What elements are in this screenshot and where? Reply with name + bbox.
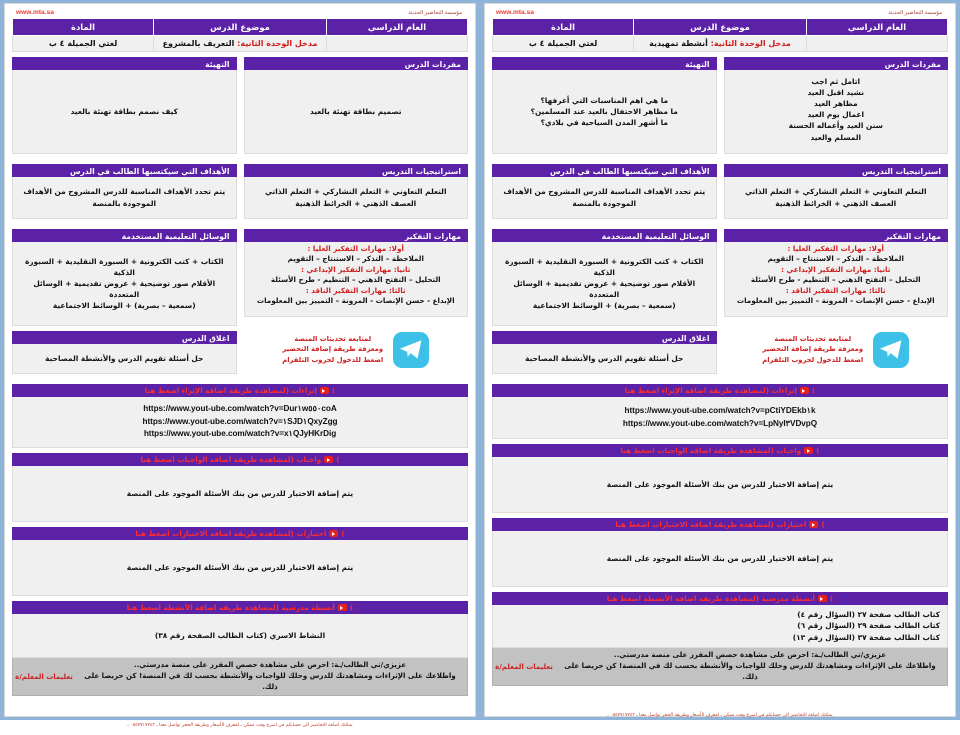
panel-body-homework: يتم إضافة الاختبار للدرس من بنك الأسئلة الموجود على المنصة [12,466,468,522]
thinking-item: الإبداع - حسن الإنصات - المرونة – التمييز بين المعلومات [256,296,455,306]
column-thinking [724,229,949,379]
panel-closing [492,331,717,374]
list-item: التعلم التعاوني + التعلم التشاركي + التعلم الذاتي [265,187,447,197]
panel-body-thinking [244,242,469,317]
panel-tests [12,527,468,596]
panel-body-closing: حل أسئلة تقويم الدرس والأنشطة المصاحبة [492,344,717,374]
list-item: ما مظاهر الاحتفال بالعيد عند المسلمين؟ [530,106,678,116]
page-footer [492,691,948,725]
panel-body-homework: يتم إضافة الاختبار للدرس من بنك الأسئلة الموجود على المنصة [492,457,948,513]
panel-title-objectives: الأهداف التي سيكتسبها الطالب في الدرس [492,164,717,177]
thinking-heading: ثالثا: مهارات التفكير الناقد : [305,285,406,295]
table-row [493,36,948,52]
youtube-icon[interactable] [320,387,329,394]
row-strategies-objectives [12,164,468,224]
panel-title-objectives: الأهداف التي سيكتسبها الطالب في الدرس [12,164,237,177]
thinking-heading: ثانيا: مهارات التفكير الإبداعي : [781,264,891,274]
homework-title-text: واجبات (لمشاهدة طريقة اضافة الواجبات اضغط هنا [620,446,802,455]
list-item: الأقلام صور توضيحية + عروض تقديمية + الوسائل المتعددة [513,278,696,300]
list-item: العصف الذهني + الخرائط الذهنية [775,198,897,208]
warmup-list [71,106,178,117]
panel-body-enrichment [492,397,948,439]
media-list [500,256,709,312]
teacher-instructions-text [75,658,467,695]
panel-body-strategies [244,177,469,219]
panel-body-warmup [12,70,237,154]
enrichment-url[interactable]: https://www.yout-ube.com/watch?v=LpNyI٣VDvpQ [622,418,818,428]
teacher-instructions [492,648,948,686]
panel-closing [12,331,237,374]
row-warmup-vocab [492,57,948,159]
panel-body-objectives: يتم تحدد الأهداف المناسبة للدرس المشروح من الأهداف الموجودة بالمنصة [12,177,237,219]
list-item: اتامل ثم اجب [811,77,861,86]
note-line: واطلاعك على الإثراءات ومشاهدتك للدرس وحلك للواجبات والأنشطة بحسب لك في المنصة! كن حريصا على ذلك. [84,671,456,692]
teacher-instructions-label: تعليمات المعلم/ة [15,672,73,681]
activities-close-paren: ) [349,603,354,613]
list-item: الأقلام صور توضيحية + عروض تقديمية + الوسائل المتعددة [33,278,216,300]
list-item: العصف الذهني + الخرائط الذهنية [295,198,417,208]
brand-organization: مؤسسة التحاضير الحديثة [888,9,942,16]
panel-body-tests: يتم إضافة الاختبار للدرس من بنك الأسئلة الموجود على المنصة [492,531,948,587]
brand-line [492,9,948,16]
panel-body-vocab [724,70,949,154]
panel-thinking [244,229,469,317]
telegram-line: لمتابعة تحديثات المنصة [774,334,852,343]
column-header-year: العام الدراسي [806,19,947,36]
list-item: اعمال يوم العيد [807,110,864,120]
thinking-item: الملاحظة – التذكر – الاستنتاج – التقويم [287,254,424,264]
column-header-topic: موضوع الدرس [634,19,807,36]
panel-title-thinking: مهارات التفكير [244,229,469,242]
telegram-line: ومعرفة طريقة إضافة التحضير [282,345,384,354]
row-thinking-media [12,229,468,379]
panel-title-media: الوسائل التعليمية المستخدمة [492,229,717,242]
panel-title-closing: اغلاق الدرس [492,331,717,344]
cell-topic [634,36,807,52]
list-item: كتاب الطالب صفحة ٣٧ (السؤال رقم ١٣) [792,632,940,642]
list-item: ما هي اهم المناسبات التي أعرفها؟ [540,95,669,105]
panel-homework [12,453,468,522]
column-warmup [492,57,717,159]
thinking-item: الملاحظة – التذكر – الاستنتاج – التقويم [767,254,904,264]
column-objectives [492,164,717,224]
panel-title-enrichment[interactable] [492,384,948,397]
column-thinking [244,229,469,379]
enrichment-url-list [623,405,817,430]
tests-title-text: اختبارات (لمشاهدة طريقة اضافة الاختبارات اضغط هنا [615,520,807,529]
enrichment-close-paren: ) [331,386,336,395]
panel-activities [492,592,948,686]
panel-title-closing: اغلاق الدرس [12,331,237,344]
column-media [492,229,717,379]
panel-media [492,229,717,326]
list-item: المسلم والعيد [810,132,862,142]
lesson-header-table [12,18,468,52]
panel-thinking [724,229,949,317]
list-item: كتاب الطالب صفحة ٢٧ (السؤال رقم ٤) [797,610,940,619]
list-item: النشاط الاسري (كتاب الطالب الصفحة رقم ٣٨) [154,630,326,640]
teacher-instructions-text [555,648,947,685]
thinking-heading: أولا: مهارات التفكير العليا : [307,244,404,253]
note-line: عزيزي/تي الطالب/ـة: احرص على مشاهدة حصص المقرر على منصة مدرستي.. [133,660,407,670]
warmup-list [531,95,678,128]
panel-media [12,229,237,326]
panel-strategies [244,164,469,219]
youtube-icon[interactable] [338,604,347,611]
page-body [492,52,948,725]
panel-title-warmup: التهيئة [12,57,237,70]
activities-title-text: أنشطة مدرسية (لمشاهدة طريقة اضافة الأنشطة اضغط هنا [126,603,335,613]
telegram-promo[interactable] [244,322,469,374]
brand-organization: مؤسسة التحاضير الحديثة [408,9,462,16]
list-item: ما أشهر المدن السياحية في بلادي؟ [540,118,668,128]
row-warmup-vocab [12,57,468,159]
column-header-topic: موضوع الدرس [154,19,327,36]
media-list [20,256,229,312]
telegram-icon[interactable] [393,332,429,368]
panel-title-thinking: مهارات التفكير [724,229,949,242]
panel-title-media: الوسائل التعليمية المستخدمة [12,229,237,242]
row-thinking-media [492,229,948,379]
panel-title-tests[interactable] [12,527,468,540]
panel-title-homework[interactable] [492,444,948,457]
panel-body-enrichment [12,397,468,448]
thinking-item: الإبداع - حسن الإنصات - المرونة – التمييز بين المعلومات [736,296,935,306]
enrichment-title-text: إثراءات (لمشاهدة طريقة اضافة الإثراء اضغط هنا [624,386,797,395]
panel-body-activities [12,614,468,658]
list-item: مظاهر العيد [813,99,858,109]
page-left-inner [484,3,956,717]
panel-body-tests: يتم إضافة الاختبار للدرس من بنك الأسئلة الموجود على المنصة [12,540,468,596]
enrichment-close-paren: ) [811,386,816,395]
column-warmup [12,57,237,159]
list-item: كتاب الطالب صفحة ٢٩ (السؤال رقم ٦) [797,621,940,631]
panel-vocab [244,57,469,154]
youtube-icon[interactable] [324,456,333,463]
thinking-heading: أولا: مهارات التفكير العليا : [787,244,884,253]
panel-vocab [724,57,949,154]
column-media [12,229,237,379]
panel-title-activities[interactable] [492,592,948,605]
enrichment-title-text: إثراءات (لمشاهدة طريقة اضافة الإثراء اضغط هنا [144,386,317,395]
telegram-line: لمتابعة تحديثات المنصة [294,334,372,343]
telegram-line: اضغط للدخول لجروب التلقرام [282,355,384,364]
panel-title-homework[interactable] [12,453,468,466]
panel-strategies [724,164,949,219]
youtube-icon[interactable] [329,530,338,537]
activities-title-text: أنشطة مدرسية (لمشاهدة طريقة اضافة الأنشطة اضغط هنا [606,594,815,603]
list-item: الكتاب + كتب الكترونية + السبورة التقليدية + السبورة الذكية [24,256,224,277]
cell-year [806,36,947,52]
teacher-instructions-label: تعليمات المعلم/ة [495,662,553,671]
panel-body-objectives: يتم تحدد الأهداف المناسبة للدرس المشروح من الأهداف الموجودة بالمنصة [492,177,717,219]
column-strategies [244,164,469,224]
table-row [13,36,468,52]
column-header-subject: المادة [493,19,634,36]
strategies-list [265,186,446,208]
homework-close-paren: ) [816,446,820,455]
cell-topic [154,36,327,52]
panel-objectives [492,164,717,219]
panel-warmup [492,57,717,154]
note-line: عزيزي/تي الطالب/ـة: احرص على مشاهدة حصص المقرر على منصة مدرستي.. [613,650,887,660]
homework-title-text: واجبات (لمشاهدة طريقة اضافة الواجبات اضغط هنا [140,455,322,465]
page-footer [12,701,468,735]
column-vocab [724,57,949,159]
tests-close-paren: ) [341,529,345,539]
list-item: سنن العيد وأعماله الحسنة [788,121,883,131]
panel-body-closing: حل أسئلة تقويم الدرس والأنشطة المصاحبة [12,344,237,374]
table-header-row [13,19,468,36]
panel-activities [12,601,468,696]
panel-body-thinking [724,242,949,317]
panel-enrichment [492,384,948,439]
enrichment-url-list [143,403,338,441]
youtube-icon[interactable] [804,447,813,454]
list-item: (سمعية – بصرية) + الوسائط الاجتماعية [532,301,676,311]
vocab-list [732,76,941,143]
page-left [480,0,960,720]
panel-title-vocab: مفردات الدرس [244,57,469,70]
brand-website-url[interactable]: www.mta.sa [496,9,534,16]
panel-homework [492,444,948,513]
enrichment-url[interactable]: https://www.yout-ube.com/watch?v=pCtiYDEkb١k [624,405,816,415]
activities-close-paren: ) [829,594,834,603]
column-objectives [12,164,237,224]
list-item: كيف نصمم بطاقة تهنئة بالعيد [70,106,178,116]
telegram-promo-text [762,334,863,366]
list-item: التعلم التعاوني + التعلم التشاركي + التعلم الذاتي [745,187,927,197]
thinking-item: التحليل – التفتح الذهني – التنظيم - طرح الأسئلة [750,275,921,285]
page-footer-text: يمكنك اضافة التحاضير الى حسابكم في اسرع وقت ممكن ـ لمعرف الأسعار وطريقة الحجز تواصل معنا ـ ٠٥٥٧٧١٧٧٤٢ ـ [607,713,833,719]
list-item: (سمعية – بصرية) + الوسائط الاجتماعية [52,301,196,311]
topic-detail-label: التعريف بالمشروع [162,39,235,48]
cell-subject: لغتي الجميلة ٤ ب [13,36,154,52]
homework-close-paren: ) [336,455,340,465]
telegram-icon[interactable] [873,332,909,368]
topic-detail-label: أنشطة تمهيدية [649,39,708,48]
panel-body-strategies [724,177,949,219]
panel-title-warmup: التهيئة [492,57,717,70]
column-header-year: العام الدراسي [326,19,467,36]
row-strategies-objectives [492,164,948,224]
page-right-inner [4,3,476,729]
panel-title-vocab: مفردات الدرس [724,57,949,70]
vocab-list [310,106,402,117]
youtube-icon[interactable] [809,521,818,528]
enrichment-url[interactable]: https://www.yout-ube.com/watch?v=Dur١w٥٥٠coA [143,404,337,413]
panel-title-tests[interactable] [492,518,948,531]
thinking-heading: ثالثا: مهارات التفكير الناقد : [785,285,886,295]
cell-subject: لغتي الجميلة ٤ ب [493,36,634,52]
page-right [0,0,480,729]
page-footer-text: يمكنك اضافة التحاضير الى حسابكم في اسرع وقت ممكن ـ لمعرف الأسعار وطريقة الحجز تواصل معنا ـ ٠٥٥٧٧١٧٧٤٢ ـ [127,723,353,729]
thinking-item: التحليل – التفتح الذهني – التنظيم - طرح الأسئلة [270,275,441,285]
list-item: تصميم بطاقة تهنئة بالعيد [309,106,402,116]
telegram-line: ومعرفة طريقة إضافة التحضير [762,345,864,354]
list-item: نشيد اقبل العيد [807,88,864,98]
panel-warmup [12,57,237,154]
panel-body-vocab [244,70,469,154]
brand-website-url[interactable]: www.mta.sa [16,9,54,16]
panel-body-media [492,242,717,326]
tests-close-paren: ) [821,520,825,529]
telegram-promo-text [282,334,383,366]
cell-year [326,36,467,52]
thinking-heading: ثانيا: مهارات التفكير الإبداعي : [301,264,411,274]
telegram-promo[interactable] [724,322,949,374]
page-body [12,52,468,735]
panel-title-strategies: استراتيجيات التدريس [724,164,949,177]
youtube-icon[interactable] [818,595,827,602]
topic-unit-label: مدخل الوحدة الثانية: [710,39,791,48]
topic-unit-label: مدخل الوحدة الثانية: [237,39,318,48]
note-line: واطلاعك على الإثراءات ومشاهدتك للدرس وحلك للواجبات والأنشطة بحسب لك في المنصة! كن حريصا على ذلك. [564,661,936,682]
panel-title-activities[interactable] [12,601,468,614]
panel-title-strategies: استراتيجيات التدريس [244,164,469,177]
strategies-list [745,186,926,208]
table-header-row [493,19,948,36]
enrichment-url[interactable]: https://www.yout-ube.com/watch?v=x١QJyHKrDig [143,429,337,439]
tests-title-text: اختبارات (لمشاهدة طريقة اضافة الاختبارات اضغط هنا [135,529,327,539]
teacher-instructions [12,658,468,696]
panel-title-enrichment[interactable] [12,384,468,397]
enrichment-url[interactable]: https://www.yout-ube.com/watch?v=١SJD١QxyZgg [142,416,338,426]
column-strategies [724,164,949,224]
panel-body-warmup [492,70,717,154]
panel-body-activities [492,605,948,648]
panel-body-media [12,242,237,326]
column-header-subject: المادة [13,19,154,36]
panel-tests [492,518,948,587]
telegram-line: اضغط للدخول لجروب التلقرام [762,355,864,364]
panel-objectives [12,164,237,219]
youtube-icon[interactable] [800,387,809,394]
brand-line [12,9,468,16]
column-vocab [244,57,469,159]
panel-enrichment [12,384,468,448]
lesson-header-table [492,18,948,52]
list-item: الكتاب + كتب الكترونية + السبورة التقليدية + السبورة الذكية [504,256,704,277]
